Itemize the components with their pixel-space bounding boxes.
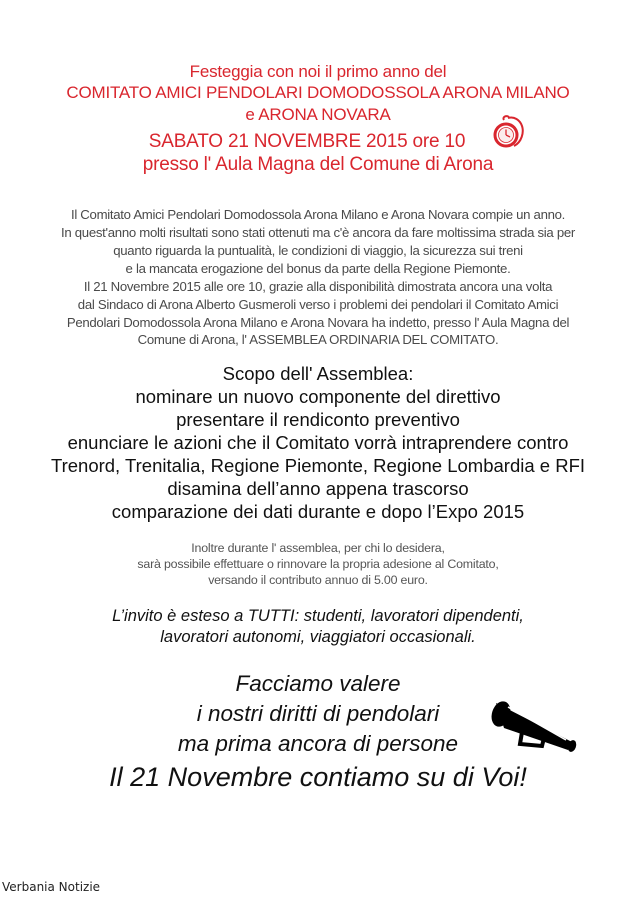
intro-line: e la mancata erogazione del bonus da parte della Regione Piemonte. bbox=[125, 261, 511, 276]
megaphone-icon bbox=[484, 698, 584, 754]
slogan-line: Facciamo valere bbox=[235, 671, 401, 696]
intro-line: quanto riguarda la puntualità, le condizioni di viaggio, la sicurezza sui treni bbox=[113, 243, 523, 258]
intro-line: dal Sindaco di Arona Alberto Gusmeroli verso i problemi dei pendolari il Comitato Amici bbox=[77, 297, 559, 312]
stopwatch-icon bbox=[488, 114, 526, 152]
membership-line: sarà possibile effettuare o rinnovare la propria adesione al Comitato, bbox=[137, 557, 499, 571]
source-credit: Verbania Notizie bbox=[2, 880, 101, 894]
slogan-line: ma prima ancora di persone bbox=[177, 731, 459, 756]
event-date bbox=[0, 131, 636, 153]
membership-line: Inoltre durante l' assemblea, per chi lo desidera, bbox=[191, 541, 445, 555]
invitation-line: lavoratori autonomi, viaggiatori occasionali. bbox=[160, 628, 476, 646]
intro-line: Comune di Arona, l' ASSEMBLEA ORDINARIA DEL COMITATO. bbox=[137, 332, 499, 347]
intro-line: Il 21 Novembre 2015 alle ore 10, grazie alla disponibilità dimostrata ancora una volta bbox=[83, 279, 553, 294]
header-committee-name: COMITATO AMICI PENDOLARI DOMODOSSOLA ARONA MILANO bbox=[66, 83, 570, 102]
agenda-item: Trenord, Trenitalia, Regione Piemonte, Regione Lombardia e RFI bbox=[50, 455, 586, 476]
closing-statement: Il 21 Novembre contiamo su di Voi! bbox=[109, 762, 527, 792]
membership-line: versando il contributo annuo di 5.00 euro. bbox=[208, 573, 428, 587]
header-intro: Festeggia con noi il primo anno del bbox=[189, 62, 447, 81]
event-venue: presso l' Aula Magna del Comune di Arona bbox=[142, 154, 494, 175]
agenda-item: disamina dell’anno appena trascorso bbox=[167, 478, 469, 499]
agenda-item: comparazione dei dati durante e dopo l’Expo 2015 bbox=[111, 501, 525, 522]
agenda-item: presentare il rendiconto preventivo bbox=[176, 409, 460, 430]
agenda-title: Scopo dell' Assemblea: bbox=[222, 363, 414, 384]
agenda-item: enunciare le azioni che il Comitato vorrà intraprendere contro bbox=[67, 432, 569, 453]
slogan-line: i nostri diritti di pendolari bbox=[196, 701, 440, 726]
intro-line: Pendolari Domodossola Arona Milano e Arona Novara ha indetto, presso l' Aula Magna del bbox=[66, 315, 570, 330]
event-date-text: SABATO 21 NOVEMBRE 2015 ore 10 bbox=[148, 131, 466, 152]
header-committee-name-cont: e ARONA NOVARA bbox=[245, 105, 391, 124]
intro-line: Il Comitato Amici Pendolari Domodossola Arona Milano e Arona Novara compie un anno. bbox=[70, 207, 566, 222]
intro-line: In quest'anno molti risultati sono stati ottenuti ma c'è ancora da fare moltissima strada sia per bbox=[61, 225, 575, 240]
invitation-line: L’invito è esteso a TUTTI: studenti, lavoratori dipendenti, bbox=[112, 607, 524, 625]
agenda-item: nominare un nuovo componente del direttivo bbox=[135, 386, 501, 407]
